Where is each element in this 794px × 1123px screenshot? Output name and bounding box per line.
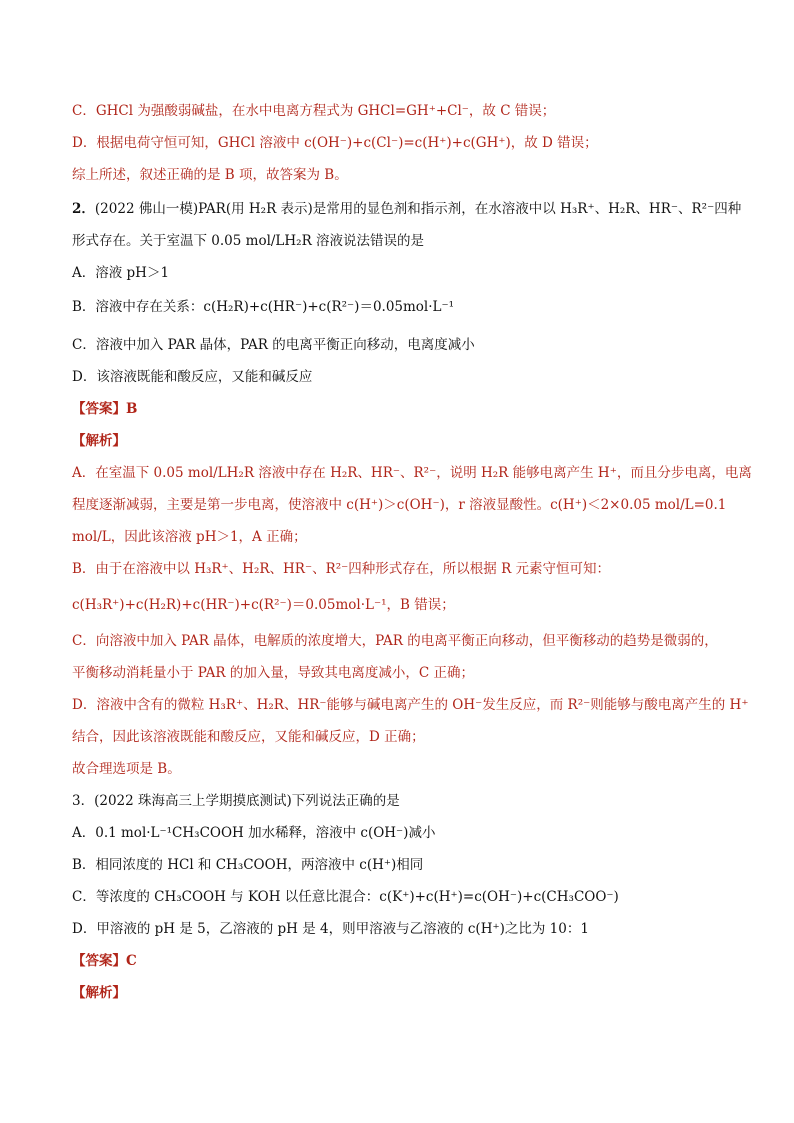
q3-stem: 3．(2022 珠海高三上学期摸底测试)下列说法正确的是 xyxy=(72,793,400,809)
q2-conclusion: 故合理选项是 B。 xyxy=(72,761,181,777)
q2-exp-b-line-1: B．由于在溶液中以 H₃R⁺、H₂R、HR⁻、R²⁻四种形式存在，所以根据 R 元素守恒可知： xyxy=(72,561,611,577)
q2-exp-d-line-1: D．溶液中含有的微粒 H₃R⁺、H₂R、HR⁻能够与碱电离产生的 OH⁻发生反应，而 R²⁻则能够与酸电离产生的 H⁺ xyxy=(72,697,749,713)
q2-stem-text: (2022 佛山一模)PAR(用 H₂R 表示)是常用的显色剂和指示剂，在水溶液中以 H₃R⁺、H₂R、HR⁻、R²⁻四种 xyxy=(94,201,742,217)
q3-option-c: C．等浓度的 CH₃COOH 与 KOH 以任意比混合：c(K⁺)+c(H⁺)=c(OH⁻)+c(CH₃COO⁻) xyxy=(72,889,619,905)
prev-summary: 综上所述，叙述正确的是 B 项，故答案为 B。 xyxy=(72,167,348,183)
q2-option-a: A．溶液 pH＞1 xyxy=(72,265,170,281)
q2-exp-a-line-2: 程度逐渐减弱，主要是第一步电离，使溶液中 c(H⁺)＞c(OH⁻)，r 溶液显酸性。c(H⁺)＜2×0.05 mol/L=0.1 xyxy=(72,497,727,513)
q2-exp-b-line-2: c(H₃R⁺)+c(H₂R)+c(HR⁻)+c(R²⁻)＝0.05mol·L⁻¹，B 错误； xyxy=(72,597,455,613)
q2-exp-c-line-2: 平衡移动消耗量小于 PAR 的加入量，导致其电离度减小，C 正确； xyxy=(72,665,474,681)
q2-exp-a-line-3: mol/L，因此该溶液 pH＞1，A 正确； xyxy=(72,529,307,545)
q3-option-a: A．0.1 mol·L⁻¹CH₃COOH 加水稀释，溶液中 c(OH⁻)减小 xyxy=(72,825,436,841)
q2-stem-line-2: 形式存在。关于室温下 0.05 mol/LH₂R 溶液说法错误的是 xyxy=(72,233,425,249)
q2-exp-c-line-1: C．向溶液中加入 PAR 晶体，电解质的浓度增大，PAR 的电离平衡正向移动，但平衡移动的趋势是微弱的， xyxy=(72,633,718,649)
q2-option-b: B．溶液中存在关系：c(H₂R)+c(HR⁻)+c(R²⁻)＝0.05mol·L⁻¹ xyxy=(72,299,455,315)
q2-analysis-heading: 【解析】 xyxy=(72,433,126,449)
q3-analysis-heading: 【解析】 xyxy=(72,985,126,1001)
q2-exp-a-line-1: A．在室温下 0.05 mol/LH₂R 溶液中存在 H₂R、HR⁻、R²⁻，说明 H₂R 能够电离产生 H⁺，而且分步电离，电离 xyxy=(72,465,752,481)
q2-option-c: C．溶液中加入 PAR 晶体，PAR 的电离平衡正向移动，电离度减小 xyxy=(72,337,475,353)
prev-option-c-explanation: C．GHCl 为强酸弱碱盐，在水中电离方程式为 GHCl=GH⁺+Cl⁻，故 C 错误； xyxy=(72,103,556,119)
q2-stem-line-1: 2．(2022 佛山一模)PAR(用 H₂R 表示)是常用的显色剂和指示剂，在水溶液中以 H₃R⁺、H₂R、HR⁻、R²⁻四种 xyxy=(72,201,742,217)
q2-exp-d-line-2: 结合，因此该溶液既能和酸反应，又能和碱反应，D 正确； xyxy=(72,729,425,745)
q2-option-d: D．该溶液既能和酸反应，又能和碱反应 xyxy=(72,369,313,385)
q3-option-d: D．甲溶液的 pH 是 5，乙溶液的 pH 是 4，则甲溶液与乙溶液的 c(H⁺)之比为 10：1 xyxy=(72,921,589,937)
prev-option-d-explanation: D．根据电荷守恒可知，GHCl 溶液中 c(OH⁻)+c(Cl⁻)=c(H⁺)+c(GH⁺)，故 D 错误； xyxy=(72,135,598,151)
q2-answer: 【答案】B xyxy=(72,401,138,417)
q3-answer: 【答案】C xyxy=(72,953,137,969)
q3-option-b: B．相同浓度的 HCl 和 CH₃COOH，两溶液中 c(H⁺)相同 xyxy=(72,857,424,873)
